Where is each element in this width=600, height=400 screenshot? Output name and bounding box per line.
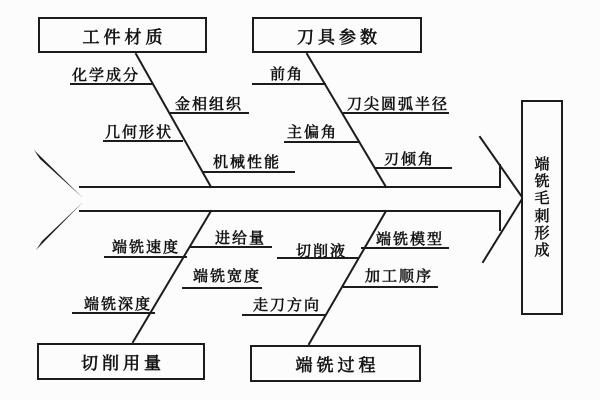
workpiece-material-box: 工件材质 [38, 17, 207, 53]
cause-label-milling-model: 端铣模型 [376, 231, 445, 248]
cause-label-feed-rate: 进给量 [215, 230, 267, 247]
cause-label-geometric-shape: 几何形状 [105, 124, 174, 141]
cause-label-metallographic-structure: 金相组织 [175, 96, 244, 113]
cause-label-inclination-angle: 刃倾角 [384, 151, 436, 168]
cause-label-mechanical-properties: 机械性能 [213, 154, 282, 171]
cutting-parameters-box: 切削用量 [37, 343, 205, 380]
cause-label-milling-depth: 端铣深度 [84, 296, 153, 313]
cause-label-lead-angle: 主偏角 [287, 124, 339, 141]
cause-label-milling-width: 端铣宽度 [193, 268, 262, 285]
tool-parameters-box: 刀具参数 [252, 17, 422, 53]
arrowhead-lower-line [483, 199, 522, 262]
cause-label-machining-sequence: 加工顺序 [365, 268, 434, 285]
cause-label-nose-radius: 刀尖圆弧半径 [347, 96, 450, 113]
tail-upper-stroke [34, 150, 83, 198]
cause-label-rake-angle: 前角 [270, 66, 305, 83]
cause-label-cutting-fluid: 切削液 [296, 243, 348, 260]
milling-process-box: 端铣过程 [250, 345, 421, 382]
tail-lower-stroke [36, 202, 83, 250]
effect-box [521, 100, 563, 315]
cause-label-chemical-composition: 化学成分 [72, 67, 141, 84]
cause-label-milling-speed: 端铣速度 [112, 239, 181, 256]
cause-label-feed-direction: 走刀方向 [253, 297, 322, 314]
effect-label: 端铣毛刺形成 [534, 155, 550, 259]
